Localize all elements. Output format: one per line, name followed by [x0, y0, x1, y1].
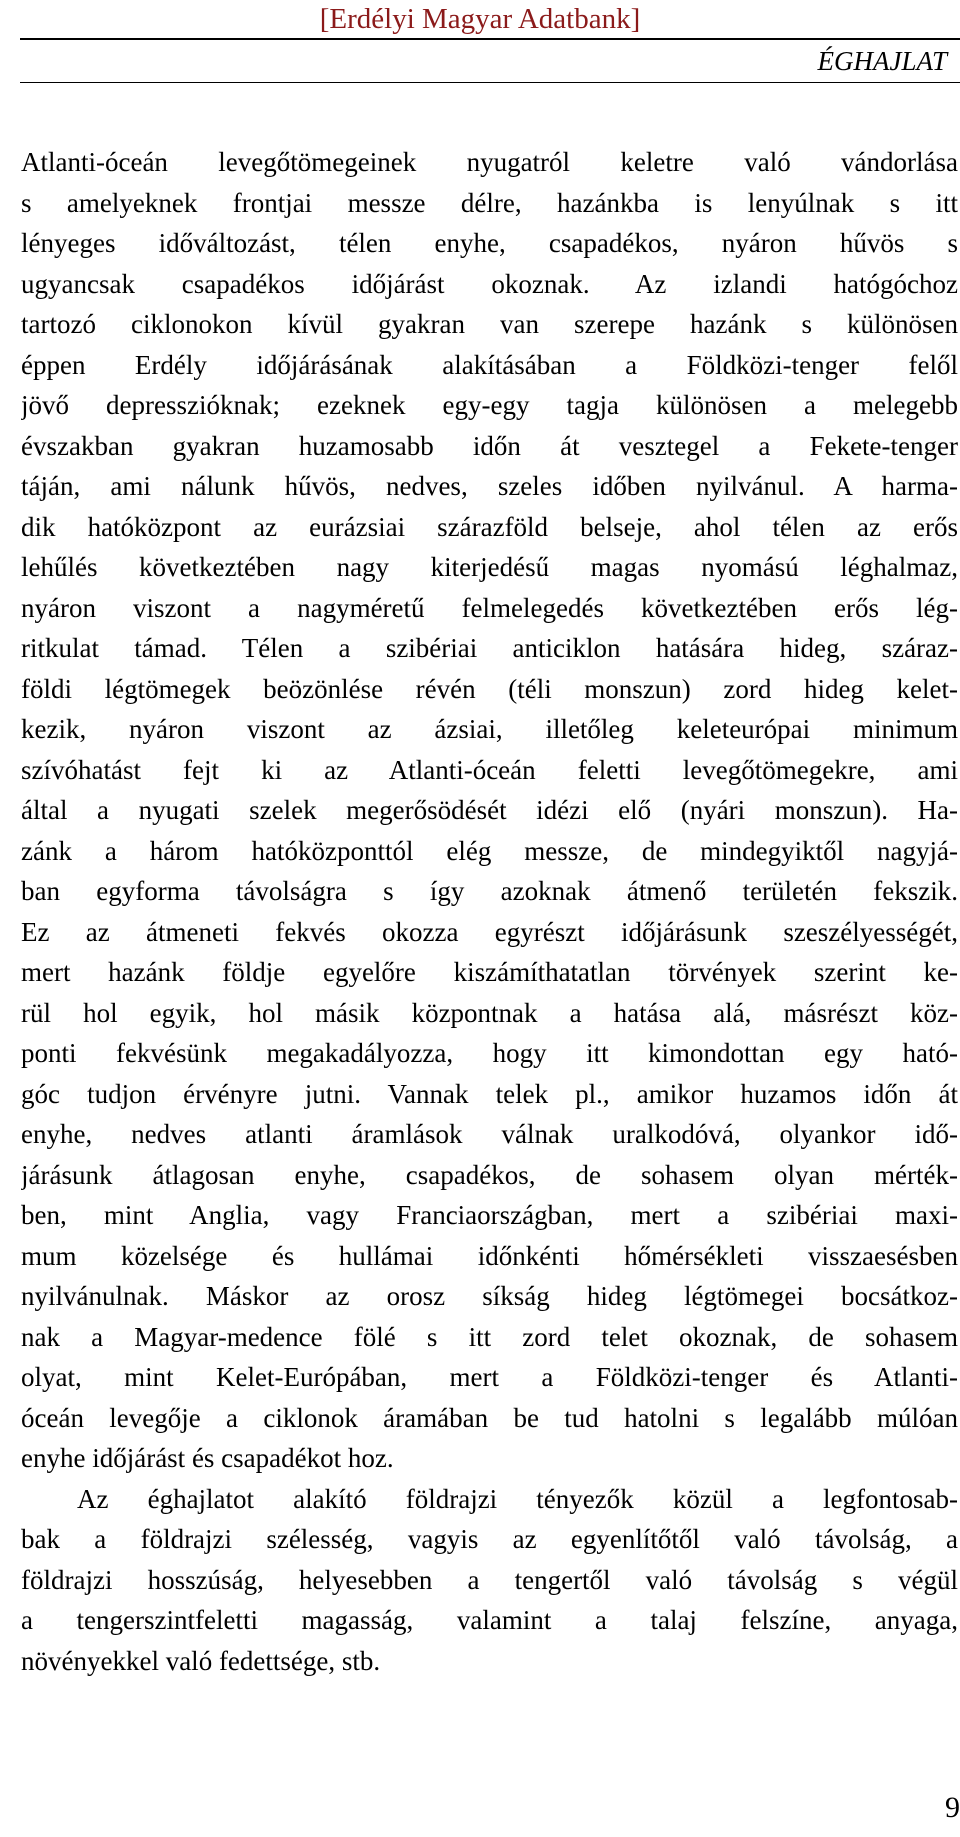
text-line: ugyancsak csapadékos időjárást okoznak. Az izlandi hatógóchoz — [21, 268, 958, 299]
text-line: lényeges időváltozást, télen enyhe, csapadékos, nyáron hűvös s — [21, 228, 958, 258]
text-line: nak a Magyar-medence fölé s itt zord telet okoznak, de sohasem — [21, 1321, 958, 1352]
text-line: éppen Erdély időjárásának alakításában a Földközi-tenger felől — [21, 349, 958, 380]
text-line: táján, ami nálunk hűvös, nedves, szeles időben nyilvánul. A harma- — [21, 471, 958, 501]
page-number: 9 — [945, 1791, 960, 1824]
text-line: ban egyforma távolságra s így azoknak átmenő területén fekszik. — [21, 876, 958, 906]
header-top-rule — [20, 38, 960, 40]
text-line: nyilvánulnak. Máskor az orosz síkság hideg légtömegei bocsátkoz- — [21, 1281, 958, 1311]
text-line: növényekkel való fedettsége, stb. — [21, 1645, 381, 1676]
text-line: ritkulat támad. Télen a szibériai anticiklon hatására hideg, száraz- — [21, 633, 958, 663]
header-bottom-rule — [20, 82, 960, 83]
text-line: szívóhatást fejt ki az Atlanti-óceán feletti levegőtömegekre, ami — [21, 754, 958, 785]
text-line: földi légtömegek beözönlése révén (téli monszun) zord hideg kelet- — [21, 673, 958, 704]
text-line: járásunk átlagosan enyhe, csapadékos, de sohasem olyan mérték- — [21, 1159, 958, 1190]
text-line: tartozó ciklonokon kívül gyakran van szerepe hazánk s különösen — [21, 309, 958, 339]
text-line: a tengerszintfeletti magasság, valamint a talaj felszíne, anyaga, — [21, 1605, 958, 1635]
body-text — [21, 142, 958, 1681]
text-line: mert hazánk földje egyelőre kiszámíthatatlan törvények szerint ke- — [21, 957, 958, 987]
section-title: ÉGHAJLAT — [817, 46, 947, 76]
text-line: enyhe időjárást és csapadékot hoz. — [21, 1443, 394, 1473]
paragraph — [21, 142, 958, 1479]
text-line: olyat, mint Kelet-Európában, mert a Földközi-tenger és Atlanti- — [21, 1362, 958, 1392]
text-line: kezik, nyáron viszont az ázsiai, illetőleg keleteurópai minimum — [21, 714, 958, 744]
text-line: ben, mint Anglia, vagy Franciaországban, mert a szibériai maxi- — [21, 1200, 958, 1230]
paragraph — [21, 1479, 958, 1682]
text-line: Az éghajlatot alakító földrajzi tényezők közül a legfontosab- — [77, 1483, 958, 1514]
text-line: bak a földrajzi szélesség, vagyis az egyenlítőtől való távolság, a — [21, 1524, 958, 1554]
text-line: mum közelsége és hullámai időnkénti hőmérsékleti visszaesésben — [21, 1240, 958, 1271]
text-line: s amelyeknek frontjai messze délre, hazánkba is lenyúlnak s itt — [21, 187, 958, 218]
text-line: nyáron viszont a nagyméretű felmelegedés következtében erős lég- — [21, 592, 958, 623]
text-line: földrajzi hosszúság, helyesebben a tengertől való távolság s végül — [21, 1564, 958, 1595]
text-line: enyhe, nedves atlanti áramlások válnak uralkodóvá, olyankor idő- — [21, 1119, 958, 1149]
text-line: óceán levegője a ciklonok áramában be tud hatolni s legalább múlóan — [21, 1402, 958, 1433]
text-line: góc tudjon érvényre jutni. Vannak telek pl., amikor huzamos időn át — [21, 1078, 958, 1109]
text-line: jövő depresszióknak; ezeknek egy-egy tagja különösen a melegebb — [21, 390, 958, 420]
header-source-label: [Erdélyi Magyar Adatbank] — [319, 3, 641, 35]
text-line: lehűlés következtében nagy kiterjedésű magas nyomású léghalmaz, — [21, 552, 958, 582]
text-line: Ez az átmeneti fekvés okozza egyrészt időjárásunk szeszélyességét, — [21, 916, 958, 947]
text-line: ponti fekvésünk megakadályozza, hogy itt kimondottan egy ható- — [21, 1038, 958, 1068]
text-line: zánk a három hatóközponttól elég messze, de mindegyiktől nagyjá- — [21, 835, 958, 866]
text-line: által a nyugati szelek megerősödését idézi elő (nyári monszun). Ha- — [21, 795, 958, 825]
text-line: évszakban gyakran huzamosabb időn át vesztegel a Fekete-tenger — [21, 430, 958, 461]
text-line: rül hol egyik, hol másik központnak a hatása alá, másrészt köz- — [21, 997, 958, 1028]
text-line: dik hatóközpont az eurázsiai szárazföld belseje, ahol télen az erős — [21, 511, 958, 542]
text-line: Atlanti-óceán levegőtömegeinek nyugatról keletre való vándorlása — [21, 147, 958, 177]
